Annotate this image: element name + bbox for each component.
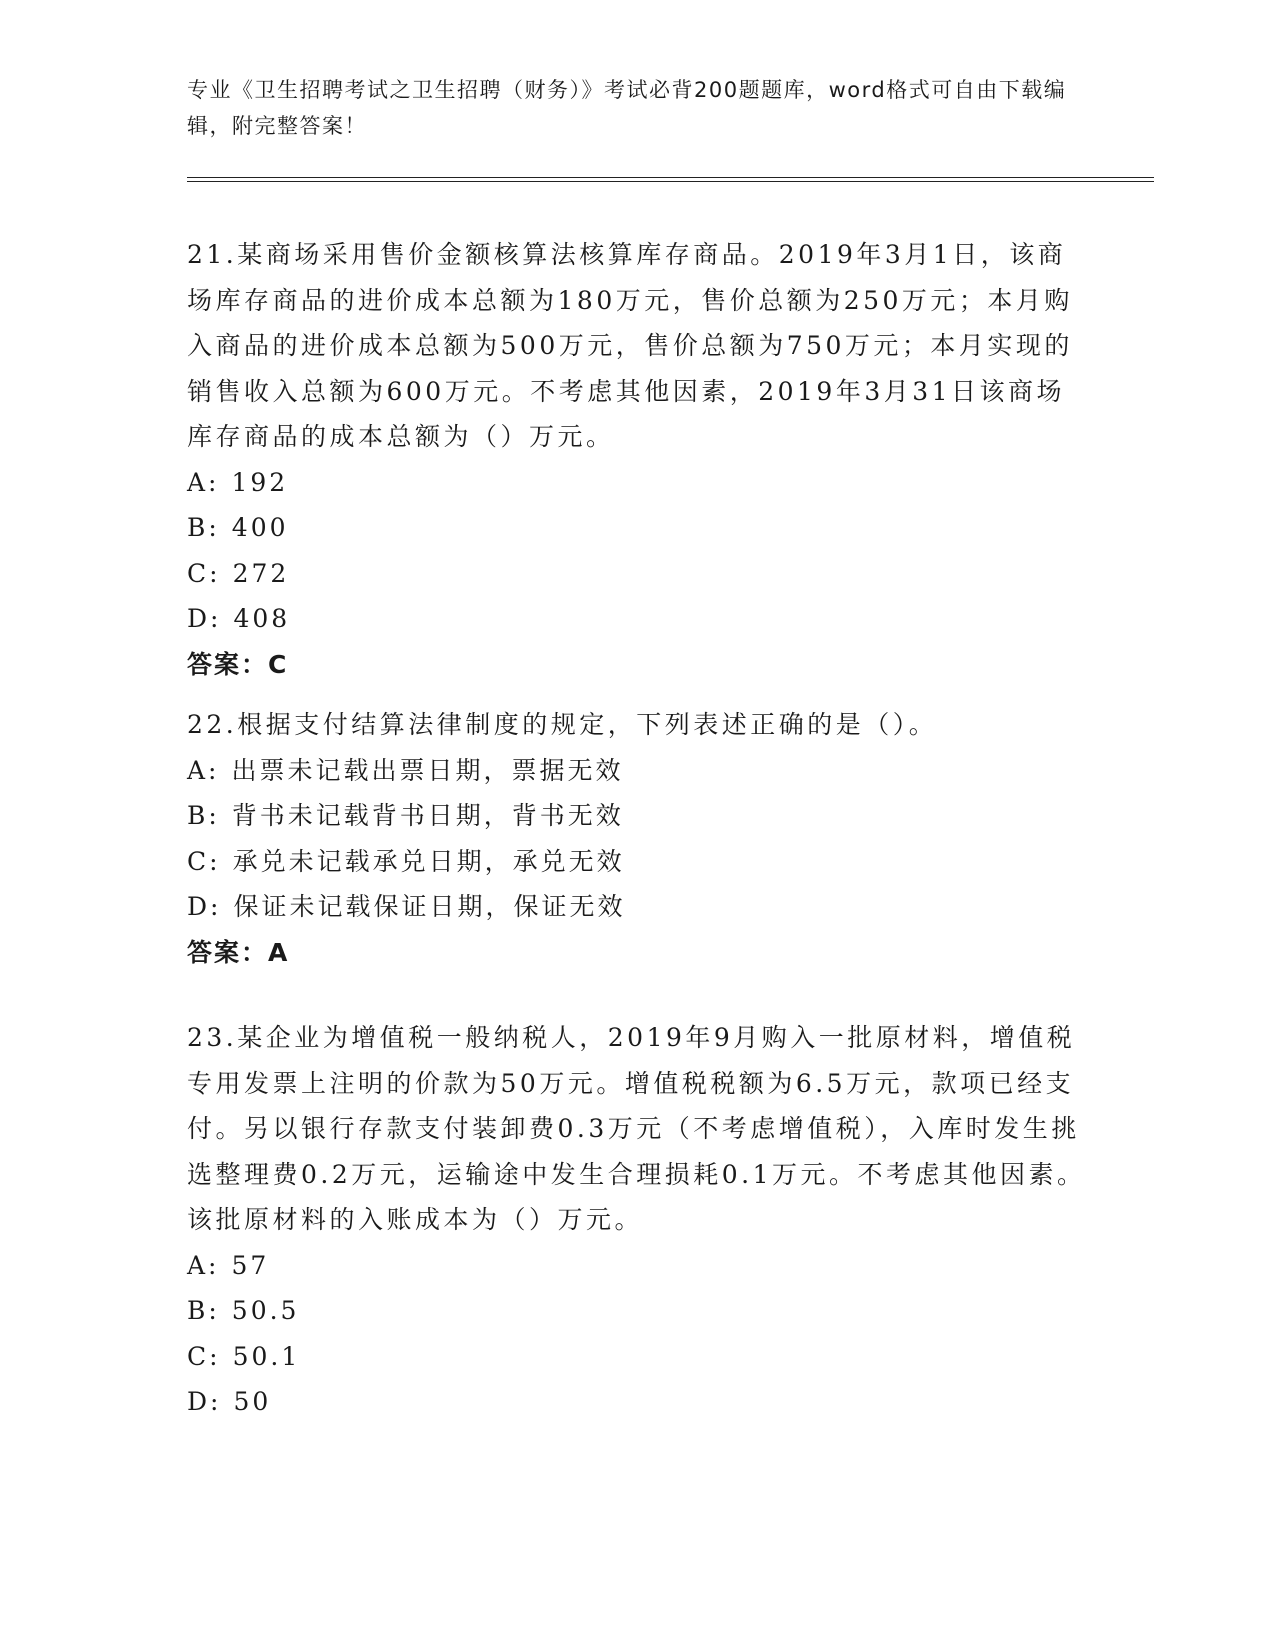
option-b	[187, 1288, 1087, 1334]
option-c	[187, 551, 1087, 597]
option-letter: C:	[187, 846, 221, 876]
option-text: 272	[232, 558, 290, 588]
option-text: 保证未记载保证日期，保证无效	[233, 892, 626, 921]
option-text: 408	[233, 604, 291, 633]
option-list	[187, 1243, 1087, 1425]
option-d	[187, 596, 1087, 642]
option-letter: B:	[187, 801, 220, 830]
option-letter: A:	[187, 755, 220, 785]
option-letter: A:	[187, 467, 220, 497]
document-header-title: 专业《卫生招聘考试之卫生招聘（财务）》考试必背200题题库，word格式可自由下载编辑，附完整答案！	[187, 78, 1067, 138]
option-b	[187, 793, 1087, 839]
option-text: 192	[231, 467, 289, 497]
option-letter: C:	[187, 558, 221, 588]
option-text: 400	[231, 513, 289, 542]
option-a	[187, 748, 1087, 794]
option-list	[187, 748, 1087, 930]
option-letter: A:	[187, 1250, 220, 1280]
option-letter: D:	[187, 604, 222, 633]
option-text: 50.1	[232, 1341, 301, 1371]
option-d	[187, 884, 1087, 930]
header-double-rule	[187, 177, 1154, 182]
option-c	[187, 1334, 1087, 1380]
option-text: 承兑未记载承兑日期，承兑无效	[232, 846, 625, 876]
option-letter: C:	[187, 1341, 221, 1371]
option-text: 57	[231, 1250, 270, 1280]
option-a	[187, 460, 1087, 506]
option-text: 50	[233, 1387, 272, 1416]
option-letter: D:	[187, 892, 222, 921]
option-text: 50.5	[231, 1296, 300, 1325]
question-stem: 22.根据支付结算法律制度的规定，下列表述正确的是（）。	[187, 710, 938, 739]
question-23	[187, 1015, 1087, 1425]
answer-line: 答案：C	[187, 649, 289, 679]
option-a	[187, 1243, 1087, 1289]
option-letter: D:	[187, 1387, 222, 1416]
option-d	[187, 1379, 1087, 1425]
option-letter: B:	[187, 513, 220, 542]
option-letter: B:	[187, 1296, 220, 1325]
question-stem: 23.某企业为增值税一般纳税人，2019年9月购入一批原材料，增值税专用发票上注明的价款为50万元。增值税税额为6.5万元，款项已经支付。另以银行存款支付装卸费0.3万元（不考虑增值税），入库时发生挑选整理费0.2万元，运输途中发生合理损耗0.1万元。不考虑其他因素。该批原材料的入账成本为（）万元。	[187, 1023, 1086, 1234]
option-text: 出票未记载出票日期，票据无效	[231, 755, 624, 785]
option-c	[187, 839, 1087, 885]
question-stem: 21.某商场采用售价金额核算法核算库存商品。2019年3月1日，该商场库存商品的进价成本总额为180万元，售价总额为250万元；本月购入商品的进价成本总额为500万元，售价总额为750万元；本月实现的销售收入总额为600万元。不考虑其他因素，2019年3月31日该商场库存商品的成本总额为（）万元。	[187, 240, 1073, 451]
option-list	[187, 460, 1087, 642]
option-text: 背书未记载背书日期，背书无效	[231, 801, 624, 830]
question-21	[187, 232, 1087, 687]
answer-line: 答案：A	[187, 937, 290, 967]
question-22	[187, 702, 1087, 975]
option-b	[187, 505, 1087, 551]
